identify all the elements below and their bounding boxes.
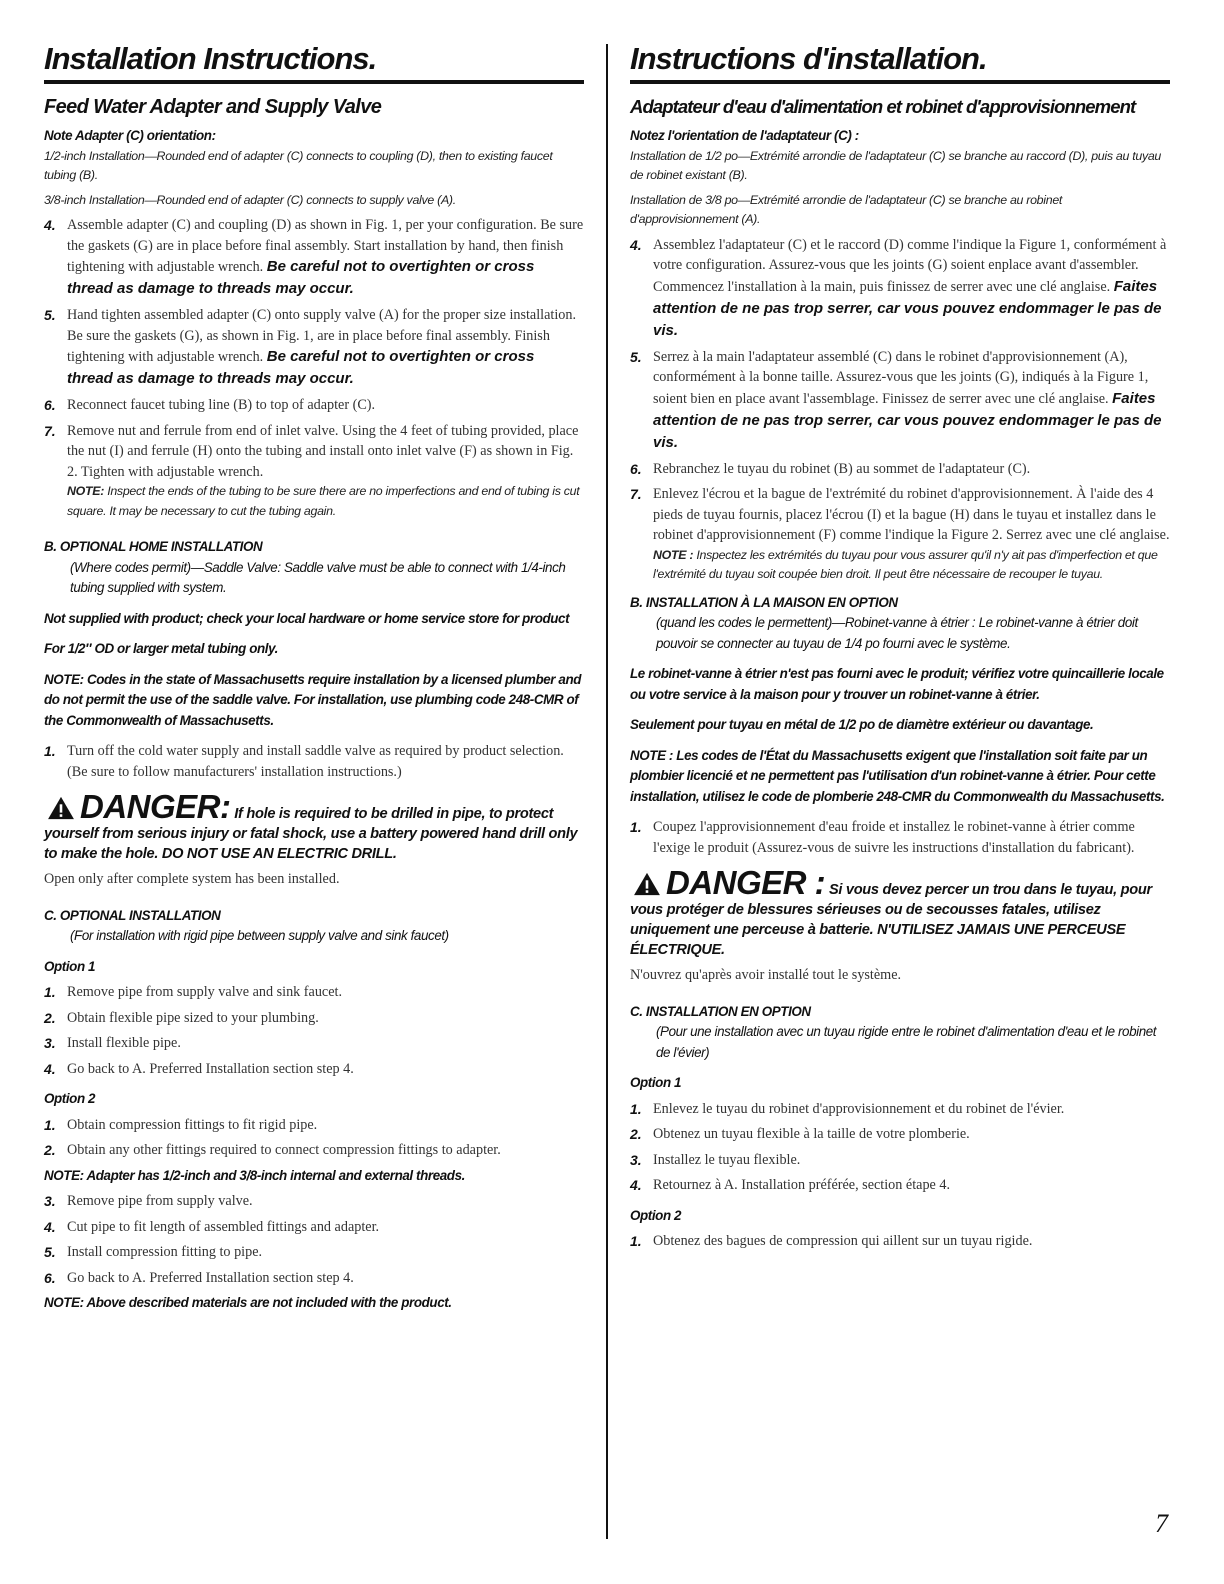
step-text: Go back to A. Preferred Installation section step 4. <box>67 1269 354 1286</box>
step-text: Coupez l'approvisionnement d'eau froide et installez le robinet-vanne à étrier comme l'exige le produit (Assurez-vous de suivre les instructions d'installation du fabricant). <box>653 819 1135 856</box>
section-subtitle: Feed Water Adapter and Supply Valve <box>44 96 382 118</box>
step-number: 6. <box>44 397 56 413</box>
step-number: 7. <box>630 486 642 502</box>
step-text: Obtenez un tuyau flexible à la taille de votre plomberie. <box>653 1126 970 1142</box>
step-text: Reconnect faucet tubing line (B) to top of adapter (C). <box>67 397 376 413</box>
step-number: 1. <box>630 1100 642 1117</box>
step-text: Obtenez des bagues de compression qui aillent sur un tuyau rigide. <box>653 1233 1033 1249</box>
step-warning: Faites attention de ne pas trop serrer, car vous pouvez endommager le pas de vis. <box>653 277 1162 339</box>
section-c-heading-fr: C. INSTALLATION EN OPTION <box>630 1003 811 1019</box>
section-subtitle-fr: Adaptateur d'eau d'alimentation et robinet d'approvisionnement <box>630 96 1136 117</box>
step-text: Install flexible pipe. <box>67 1035 181 1051</box>
step-text: Remove nut and ferrule from end of inlet valve. Using the 4 feet of tubing provided, place the nut (I) and ferrule (H) onto the tubing and install onto inlet valve (F) as shown in Fig. 2. Tighten with adjustable wrench. <box>67 422 579 480</box>
step-number: 6. <box>44 1269 56 1286</box>
step-number: 4. <box>44 1060 56 1077</box>
step-number: 1. <box>44 743 56 759</box>
danger-text: Si vous devez percer un trou dans le tuyau, pour vous protéger de blessures sérieuses ou de secousses fatales, utilisez uniquement une perceuse à batterie. N'UTILISEZ JAMAIS UNE PERCEUSE ÉLECTRIQUE. <box>630 882 1152 958</box>
step-number: 6. <box>630 460 642 477</box>
option-1-steps-fr <box>630 1099 1170 1196</box>
step-number: 3. <box>44 1193 56 1209</box>
note-half-inch-fr: Installation de 1/2 po—Extrémité arrondie de l'adaptateur (C) se branche au raccord (D), puis au tuyau de robinet existant (B). <box>630 148 1162 182</box>
page-title-fr: Instructions d'installation. <box>630 40 1170 84</box>
option-2-label: Option 2 <box>44 1091 96 1106</box>
section-b-subtitle: (Where codes permit)—Saddle Valve: Saddle valve must be able to connect with 1/4-inch tubing supplied with system. <box>70 559 566 595</box>
step-text: Obtain any other fittings required to connect compression fittings to adapter. <box>67 1142 501 1158</box>
final-note: NOTE: Above described materials are not included with the product. <box>44 1295 452 1310</box>
danger-label: DANGER: <box>80 788 231 825</box>
option-1-label: Option 1 <box>44 958 96 974</box>
french-column <box>630 40 1170 1252</box>
step-number: 2. <box>44 1009 56 1026</box>
note-three-eighths-fr: Installation de 3/8 po—Extrémité arrondie de l'adaptateur (C) se branche au robinet d'approvisionnement (A). <box>630 192 1063 226</box>
step-5 <box>44 305 584 390</box>
warning-triangle-icon <box>46 796 76 820</box>
option-1-label-fr: Option 1 <box>630 1075 682 1090</box>
step-number: 1. <box>630 819 642 835</box>
page-number: 7 <box>1155 1509 1168 1538</box>
step-note: Inspect the ends of the tubing to be sure there are no imperfections and end of tubing is cut square. It may be necessary to cut the tubing again. <box>67 484 580 518</box>
step-text: Enlevez le tuyau du robinet d'approvisionnement et du robinet de l'évier. <box>653 1100 1065 1117</box>
step-text: Go back to A. Preferred Installation section step 4. <box>67 1060 354 1077</box>
step-text: Hand tighten assembled adapter (C) onto supply valve (A) for the proper size installation. Be sure the gaskets (G), as shown in Fig. 1, are in place before final assembly. Finish tightening with adjustable wrench. <box>67 307 577 365</box>
step-number: 4. <box>44 1218 56 1235</box>
step-number: 7. <box>44 422 56 439</box>
option-2-steps-fr <box>630 1231 1170 1252</box>
step-text: Assemblez l'adaptateur (C) et le raccord (D) comme l'indique la Figure 1, conformément à votre configuration. Assurez-vous que les joints (G) soient enplace avant d'assembler. Commencez l'installation à la main, puis finissez de serrer avec une clé anglaise. <box>653 236 1167 295</box>
massachusetts-note-fr: NOTE : Les codes de l'État du Massachusetts exigent que l'installation soit faite par un plombier licencié et ne permettent pas l'utilisation d'un robinet-vanne à étrier. Pour cette installation, utilisez le code de plomberie 248-CMR du Commonwealth du Massachusetts. <box>630 747 1165 804</box>
not-supplied-note-fr: Le robinet-vanne à étrier n'est pas fourni avec le produit; vérifiez votre quincaillerie locale ou votre service à la maison pour y trouver un robinet-vanne à étrier. <box>630 666 1164 702</box>
section-b-step-1-fr <box>630 817 1170 858</box>
note-three-eighths: 3/8-inch Installation—Rounded end of adapter (C) connects to supply valve (A). <box>44 192 456 207</box>
step-text: Retournez à A. Installation préférée, section étape 4. <box>653 1177 951 1193</box>
option-1-steps <box>44 982 584 1079</box>
section-b-heading-fr: B. INSTALLATION À LA MAISON EN OPTION <box>630 594 898 610</box>
step-text: Installez le tuyau flexible. <box>653 1151 801 1168</box>
option-2-label-fr: Option 2 <box>630 1207 682 1223</box>
step-7-fr <box>630 484 1170 585</box>
step-4-fr <box>630 235 1170 342</box>
section-c-subtitle-fr: (Pour une installation avec un tuyau rigide entre le robinet d'alimentation d'eau et le robinet de l'évier) <box>656 1024 1157 1060</box>
note-label: NOTE : <box>653 547 694 562</box>
step-text: Install compression fitting to pipe. <box>67 1244 263 1260</box>
step-text: Assemble adapter (C) and coupling (D) as shown in Fig. 1, per your configuration. Be sure the gaskets (G) are in place before final assembly. Start installation by hand, then finish tightening with adjustable wrench. <box>67 217 584 275</box>
not-supplied-note: Not supplied with product; check your local hardware or home service store for product <box>44 610 570 626</box>
step-warning: Be careful not to overtighten or cross thread as damage to threads may occur. <box>67 258 535 297</box>
step-7 <box>44 421 584 522</box>
step-text: Serrez à la main l'adaptateur assemblé (C) dans le robinet d'approvisionnement (A), conformément à la bonne taille. Assurez-vous que les joints (G), indiqués à la Figure 1, soient bien en place avant l'assemblage. Finissez de serrer avec une clé anglaise. <box>653 348 1149 407</box>
step-text: Remove pipe from supply valve. <box>67 1193 253 1209</box>
section-c-subtitle: (For installation with rigid pipe between supply valve and sink faucet) <box>70 928 449 943</box>
step-number: 2. <box>630 1126 642 1142</box>
open-only-note: Open only after complete system has been installed. <box>44 871 340 887</box>
step-number: 2. <box>44 1142 56 1158</box>
step-number: 4. <box>630 1177 642 1193</box>
danger-text: If hole is required to be drilled in pipe, to protect yourself from serious injury or fatal shock, use a battery powered hand drill only to make the hole. DO NOT USE AN ELECTRIC DRILL. <box>44 806 578 862</box>
warning-triangle-icon <box>632 872 662 896</box>
step-number: 1. <box>44 1116 56 1133</box>
step-number: 5. <box>630 348 642 365</box>
open-only-note-fr: N'ouvrez qu'après avoir installé tout le système. <box>630 967 902 983</box>
english-column <box>44 40 584 1314</box>
step-number: 3. <box>44 1035 56 1051</box>
danger-warning-fr <box>630 866 1170 960</box>
step-number: 5. <box>44 307 56 323</box>
step-number: 4. <box>44 217 56 233</box>
step-text: Obtain compression fittings to fit rigid pipe. <box>67 1116 318 1133</box>
step-text: Enlevez l'écrou et la bague de l'extrémité du robinet d'approvisionnement. À l'aide des 4 pieds de tuyau fournis, placez l'écrou (I) et la bague (H) dans le tuyau et installez dans le robinet d'approvisionnement (F) comme l'indique la Figure 2. Serrez avec une clé anglaise. <box>653 486 1170 543</box>
threads-note: NOTE: Adapter has 1/2-inch and 3/8-inch internal and external threads. <box>44 1167 465 1183</box>
step-text: Rebranchez le tuyau du robinet (B) au sommet de l'adaptateur (C). <box>653 460 1031 477</box>
option-2-steps-continued <box>44 1191 584 1288</box>
section-b-subtitle-fr: (quand les codes le permettent)—Robinet-vanne à étrier : Le robinet-vanne à étrier doit pouvoir se connecter au tuyau de 1/4 po fourni avec le système. <box>656 615 1138 651</box>
note-half-inch: 1/2-inch Installation—Rounded end of adapter (C) connects to coupling (D), then to existing faucet tubing (B). <box>44 148 553 182</box>
danger-label: DANGER : <box>666 864 826 901</box>
step-number: 1. <box>630 1233 642 1249</box>
step-6-fr <box>630 459 1170 480</box>
step-number: 4. <box>630 236 642 253</box>
massachusetts-note: NOTE: Codes in the state of Massachusetts require installation by a licensed plumber and do not permit the use of the saddle valve. For installation, use plumbing code 248-CMR of the Commonwealth of Massachusetts. <box>44 671 582 728</box>
step-text: Obtain flexible pipe sized to your plumbing. <box>67 1009 319 1026</box>
step-5-fr <box>630 347 1170 454</box>
option-2-steps <box>44 1115 584 1161</box>
step-number: 3. <box>630 1151 642 1168</box>
column-divider <box>606 44 608 1539</box>
step-number: 1. <box>44 984 56 1000</box>
step-note: Inspectez les extrémités du tuyau pour vous assurer qu'il n'y ait pas d'imperfection et que l'extrémité du tuyau soit coupée bien droit. Il peut être nécessaire de recouper le tuyau. <box>653 547 1158 581</box>
step-text: Cut pipe to fit length of assembled fittings and adapter. <box>67 1218 380 1235</box>
page-title: Installation Instructions. <box>44 40 584 84</box>
note-heading-fr: Notez l'orientation de l'adaptateur (C) : <box>630 128 859 143</box>
section-b-heading: B. OPTIONAL HOME INSTALLATION <box>44 539 263 554</box>
step-warning: Faites attention de ne pas trop serrer, car vous pouvez endommager le pas de vis. <box>653 389 1162 451</box>
step-text: Turn off the cold water supply and install saddle valve as required by product selection. (Be sure to follow manufacturers' installation instructions.) <box>67 743 564 780</box>
step-6 <box>44 395 584 416</box>
section-c-heading: C. OPTIONAL INSTALLATION <box>44 907 221 923</box>
metal-tubing-note-fr: Seulement pour tuyau en métal de 1/2 po de diamètre extérieur ou davantage. <box>630 717 1094 732</box>
step-warning: Be careful not to overtighten or cross thread as damage to threads may occur. <box>67 348 535 387</box>
step-text: Remove pipe from supply valve and sink faucet. <box>67 984 343 1000</box>
section-b-step-1 <box>44 741 584 782</box>
note-heading: Note Adapter (C) orientation: <box>44 128 216 143</box>
danger-warning <box>44 790 584 864</box>
note-label: NOTE: <box>67 484 105 498</box>
metal-tubing-note: For 1/2″ OD or larger metal tubing only. <box>44 641 278 656</box>
step-4 <box>44 215 584 300</box>
step-number: 5. <box>44 1244 56 1260</box>
